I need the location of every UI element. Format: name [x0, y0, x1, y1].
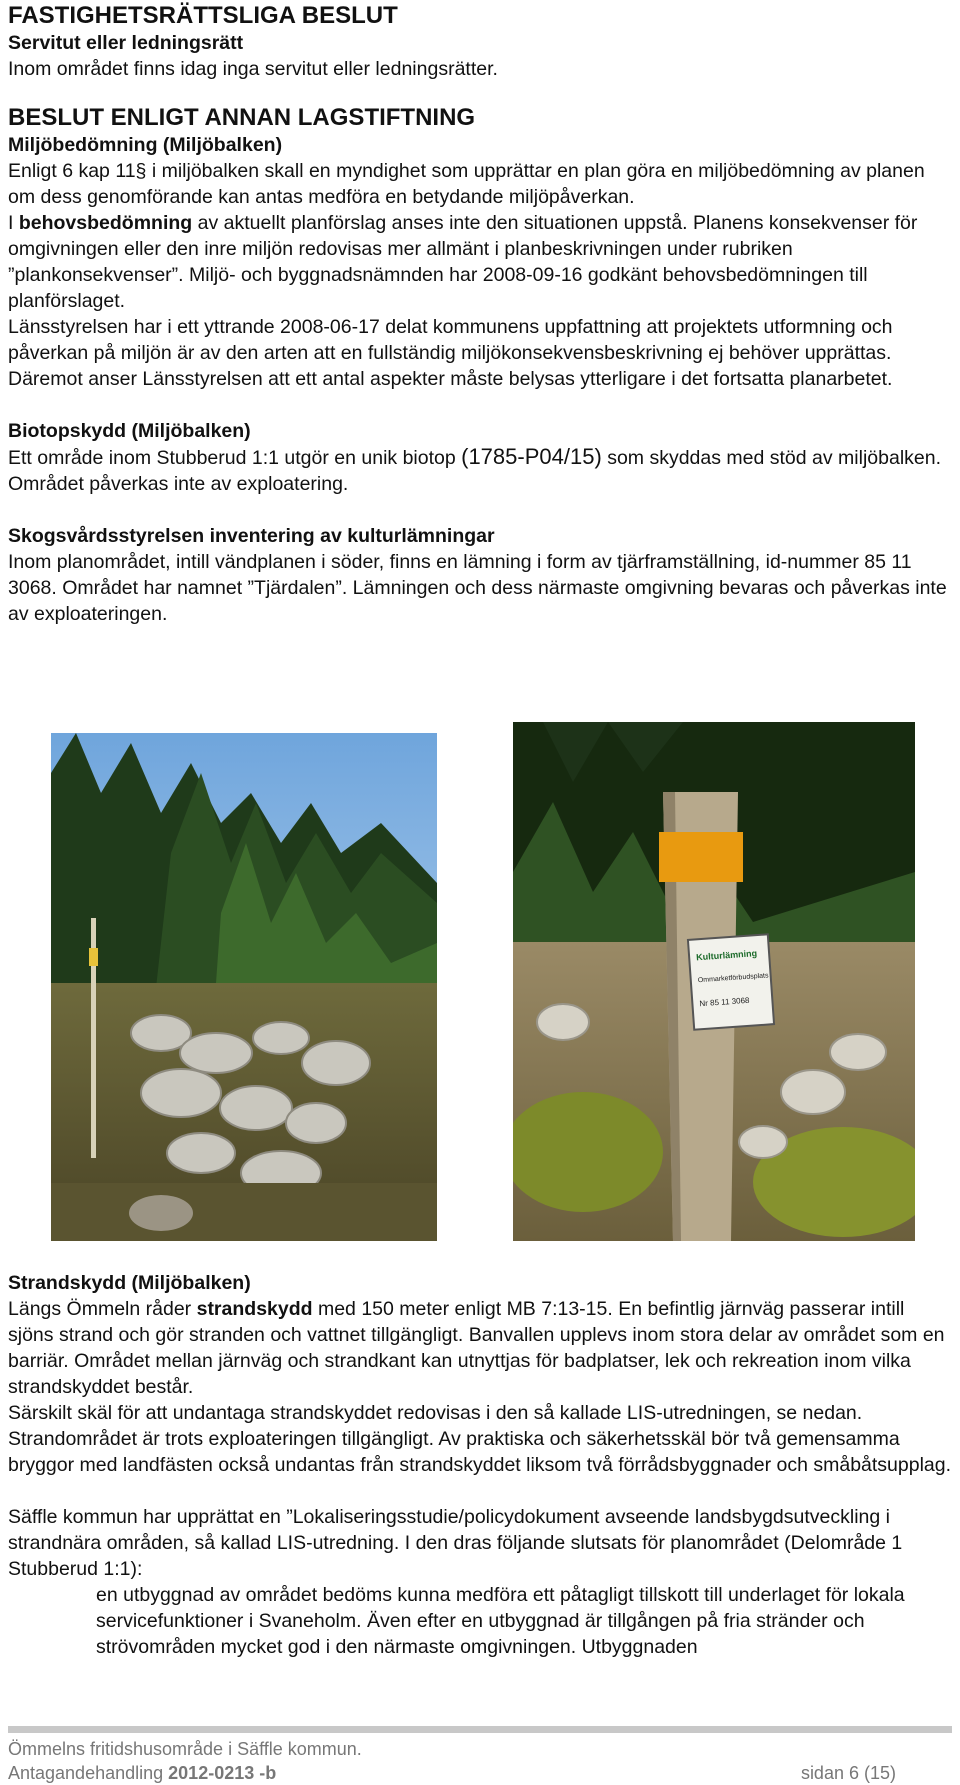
section-heading-annan-lagstiftning: BESLUT ENLIGT ANNAN LAGSTIFTNING [8, 104, 476, 131]
sign-title: Kulturlämning [695, 948, 758, 963]
strandskydd-bold: strandskydd [196, 1298, 313, 1320]
subheading-biotopskydd: Biotopskydd (Miljöbalken) [8, 420, 251, 442]
miljobedomning-para3: Länsstyrelsen har i ett yttrande 2008-06-17 delat kommunens uppfattning att projektets utformning och påverkan på miljön är av den arten att en fullständig miljökonsekvensbeskrivning ej behöver upprättas. Däremot anser Länsstyrelsen att ett antal aspekter måste belysas ytterligare i det fortsatta planarbetet. [8, 316, 893, 390]
behovsbedomning-bold: behovsbedömning [18, 212, 193, 234]
footer-doc-id: 2012-0213 -b [168, 1763, 277, 1783]
footer-title: Ömmelns fritidshusområde i Säffle kommun. [8, 1739, 362, 1759]
miljobedomning-para2: I behovsbedömning av aktuellt planförslag anses inte den situationen uppstå. Planens konsekvenser för omgivningen eller den inre miljön redovisas mer allmänt i planbeskrivningen under rubriken ”plankonsekvenser”. Miljö- och byggnadsnämnden har 2008-09-16 godkänt behovsbedömningen till planförslaget. [8, 212, 918, 312]
section-heading-fastighetsrattsliga: FASTIGHETSRÄTTSLIGA BESLUT [8, 2, 398, 29]
photo-row [8, 718, 952, 1243]
footer-doc: Antagandehandling 2012-0213 -b [8, 1763, 277, 1783]
footer-page-number: sidan 6 (15) [800, 1763, 896, 1783]
servitut-text: Inom området finns idag inga servitut eller ledningsrätter. [8, 58, 498, 80]
subheading-kulturlamningar: Skogsvårdsstyrelsen inventering av kulturlämningar [8, 525, 495, 547]
subheading-miljobedomning: Miljöbedömning (Miljöbalken) [8, 134, 283, 156]
document-page [8, 0, 952, 1783]
subheading-strandskydd: Strandskydd (Miljöbalken) [8, 1272, 251, 1294]
strandskydd-para1: Längs Ömmeln råder strandskydd med 150 meter enligt MB 7:13-15. En befintlig järnväg passerar intill sjöns strand och gör stranden och vattnet tillgängligt. Banvallen upplevs inom stora delar av området som en barriär. Området mellan järnväg och strandkant kan utnyttjas för badplatser, lek och rekreation inom vilka strandskyddet består. [8, 1298, 945, 1398]
footer-divider [8, 1726, 952, 1733]
biotop-code: (1785-P04/15) [461, 444, 602, 469]
strandskydd-para2: Särskilt skäl för att undantaga strandskyddet redovisas i den så kallade LIS-utredningen, se nedan. [8, 1402, 863, 1424]
kulturlamning-sign-photo-icon [513, 722, 915, 1241]
miljobedomning-para1: Enligt 6 kap 11§ i miljöbalken skall en myndighet som upprättar en plan göra en miljöbedömning av planen om dess genomförande kan antas medföra en betydande miljöpåverkan. [8, 160, 925, 208]
biotopskydd-text: Ett område inom Stubberud 1:1 utgör en unik biotop (1785-P04/15) som skyddas med stöd av miljöbalken. Området påverkas inte av exploatering. [8, 444, 942, 495]
sign-sub: Ommarketförbudsplats [697, 972, 769, 985]
forest-stone-photo-icon [51, 733, 437, 1241]
lis-para: Säffle kommun har upprättat en ”Lokaliseringsstudie/policydokument avseende landsbygdsutveckling i strandnära områden, så kallad LIS-utredning. I den dras följande slutsats för planområdet (Delområde 1 Stubberud 1:1): [8, 1506, 903, 1580]
page-footer [8, 1726, 952, 1785]
lis-quote: en utbyggnad av området bedöms kunna medföra ett påtagligt tillskott till underlaget för lokala servicefunktioner i Svaneholm. Även efter en utbyggnad är tillgången på fria stränder och strövområden mycket god i den närmaste omgivningen. Utbyggnaden [96, 1584, 905, 1658]
strandskydd-section [8, 1270, 952, 1660]
sign-id: Nr 85 11 3068 [699, 995, 750, 1009]
strandskydd-para3: Strandområdet är trots exploateringen tillgängligt. Av praktiska och säkerhetsskäl bör två gemensamma bryggor med landfästen också undantas från strandskyddet liksom två förrådsbyggnader och småbåtsupplag. [8, 1428, 952, 1476]
subheading-servitut: Servitut eller ledningsrätt [8, 32, 244, 54]
kulturlamningar-text: Inom planområdet, intill vändplanen i söder, finns en lämning i form av tjärframställning, id-nummer 85 11 3068. Området har namnet ”Tjärdalen”. Lämningen och dess närmaste omgivning bevaras och påverkas inte av exploateringen. [8, 551, 947, 625]
